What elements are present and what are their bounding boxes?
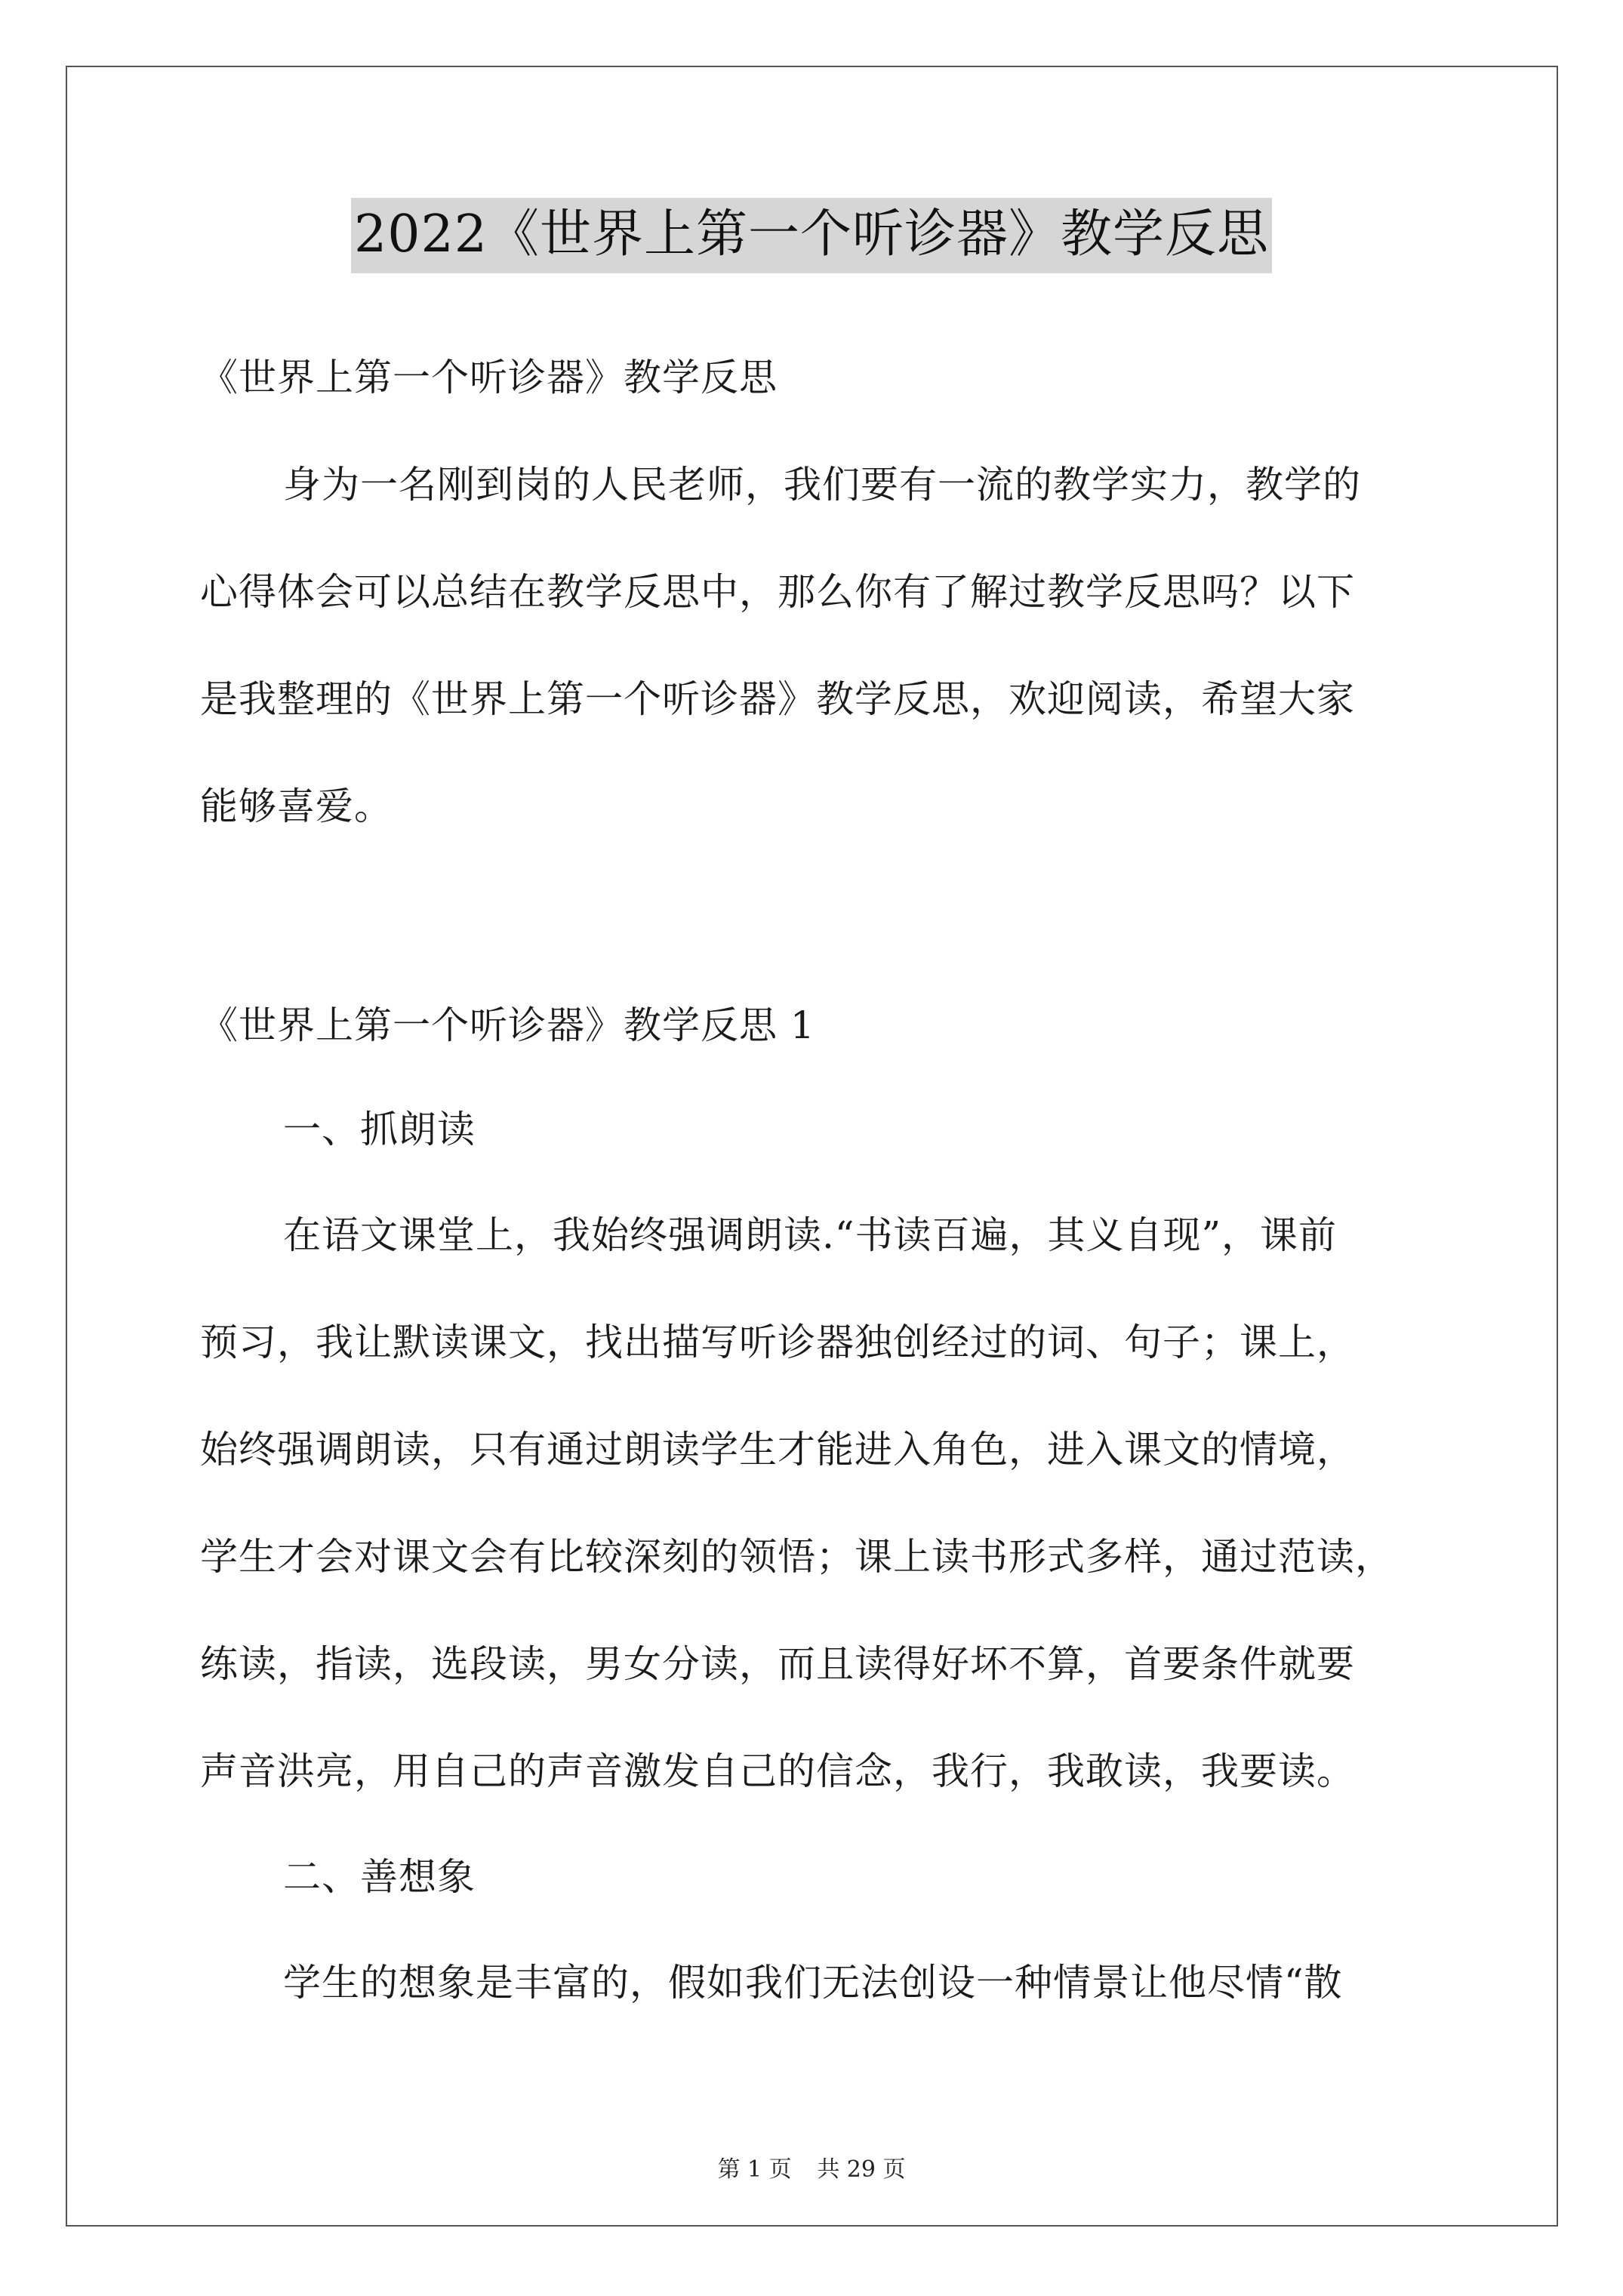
- document-title: 2022《世界上第一个听诊器》教学反思: [351, 198, 1272, 273]
- document-subtitle: 《世界上第一个听诊器》教学反思: [200, 356, 778, 399]
- paragraph-line: 声音洪亮，用自己的声音激发自己的信念，我行，我敢读，我要读。: [200, 1749, 1355, 1793]
- paragraph-line: 学生才会对课文会有比较深刻的领悟；课上读书形式多样，通过范读，: [200, 1535, 1394, 1579]
- intro-line: 是我整理的《世界上第一个听诊器》教学反思，欢迎阅读，希望大家: [200, 677, 1355, 721]
- document-title-block: [0, 198, 1623, 273]
- intro-line: 身为一名刚到岗的人民老师，我们要有一流的教学实力，教学的: [283, 463, 1361, 507]
- paragraph-line: 预习，我让默读课文，找出描写听诊器独创经过的词、句子；课上，: [200, 1321, 1355, 1364]
- paragraph-line: 学生的想象是丰富的，假如我们无法创设一种情景让他尽情“散: [283, 1961, 1343, 2005]
- paragraph-line: 练读，指读，选段读，男女分读，而且读得好坏不算，首要条件就要: [200, 1642, 1355, 1686]
- intro-line: 心得体会可以总结在教学反思中，那么你有了解过教学反思吗？以下: [200, 570, 1355, 614]
- page-number: 第 1 页: [717, 2156, 792, 2183]
- page-footer: [0, 2156, 1623, 2184]
- intro-line: 能够喜爱。: [200, 784, 393, 828]
- paragraph-line: 在语文课堂上，我始终强调朗读.“书读百遍，其义自现”，课前: [283, 1213, 1338, 1257]
- paragraph-line: 始终强调朗读，只有通过朗读学生才能进入角色，进入课文的情境，: [200, 1428, 1355, 1472]
- page-total: 共 29 页: [817, 2156, 906, 2183]
- section-heading: 一、抓朗读: [283, 1108, 476, 1151]
- section-title: 《世界上第一个听诊器》教学反思 1: [200, 1003, 815, 1047]
- section-heading: 二、善想象: [283, 1855, 476, 1899]
